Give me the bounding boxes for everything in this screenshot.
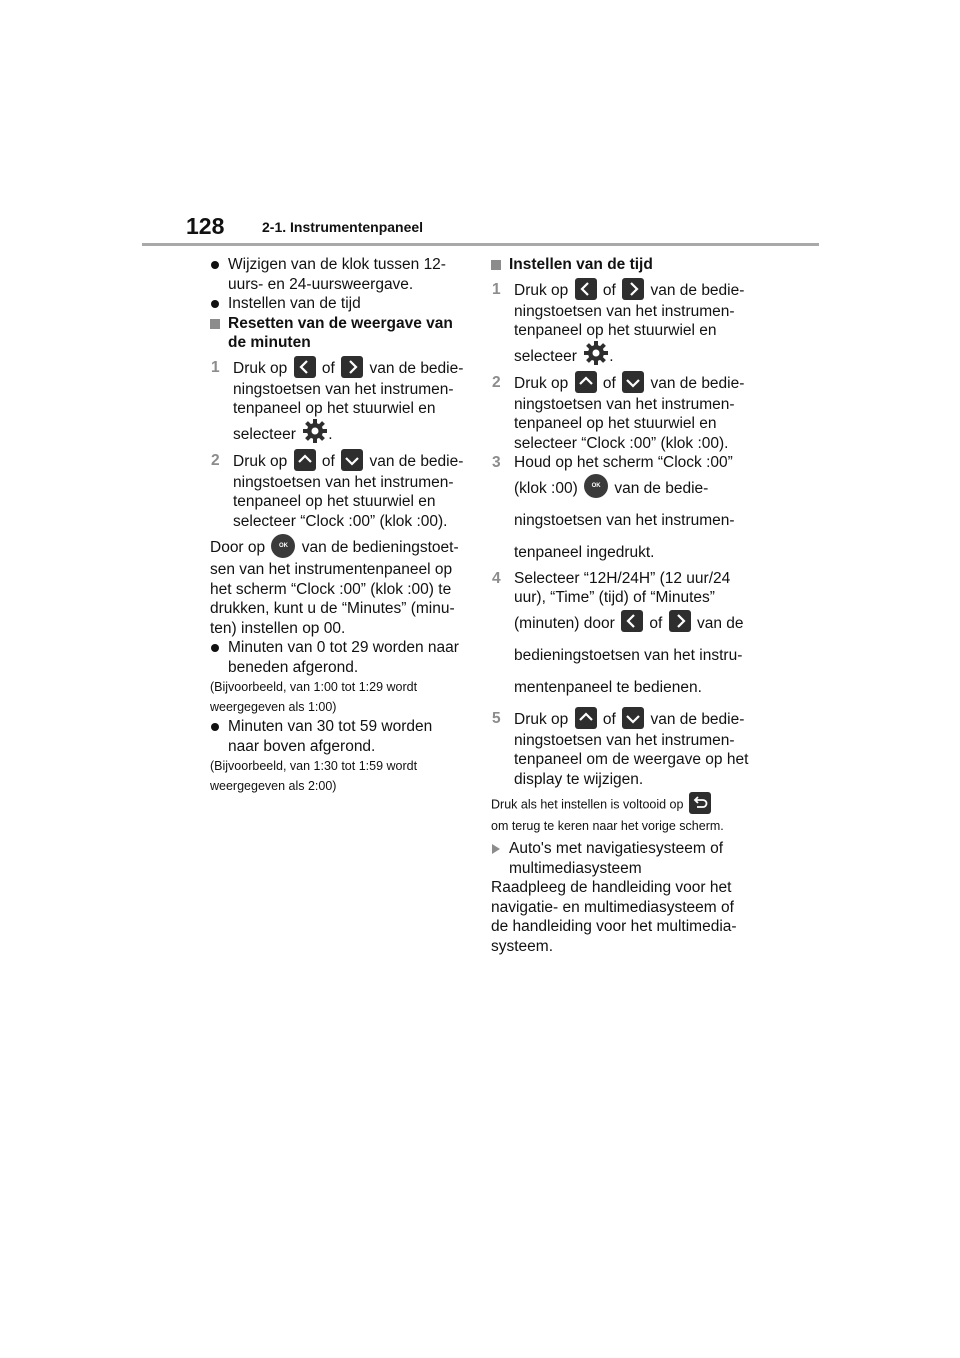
arrow-bullet-icon <box>492 844 500 854</box>
step-item: 5 Druk op of van de bedieningstoetsen van het instrumentenpaneel om de weergave op het display te wijzigen. <box>491 709 753 790</box>
note-text: (Bijvoorbeeld, van 1:00 tot 1:29 wordt weergegeven als 1:00) <box>210 680 418 714</box>
chevron-up-icon <box>575 707 597 729</box>
back-icon <box>689 792 711 814</box>
bullet-dot-icon <box>211 300 219 308</box>
gear-icon <box>302 418 328 444</box>
bullet-dot-icon <box>211 723 219 731</box>
chevron-down-icon <box>341 449 363 471</box>
right-column <box>491 255 753 956</box>
step-item: 3 Houd op het scherm “Clock :00” (klok :00) OK van de bedieningstoetsen van het instrumentenpaneel ingedrukt. <box>492 454 735 561</box>
square-bullet-icon <box>210 319 220 329</box>
step-item: 1 Druk op of van de bedieningstoetsen van het instrumentenpaneel op het stuurwiel en selecteer . <box>210 358 466 451</box>
ok-button-icon: OK <box>584 474 608 498</box>
bullet-item: Instellen van de tijd <box>210 294 466 314</box>
chevron-down-icon <box>622 707 644 729</box>
chevron-right-icon <box>669 610 691 632</box>
chevron-up-icon <box>575 371 597 393</box>
page-number: 128 <box>186 213 225 239</box>
step-item: 2 Druk op of van de bedieningstoetsen van het instrumentenpaneel op het stuurwiel en selecteer “Clock :00” (klok :00). <box>210 451 466 532</box>
square-bullet-icon <box>491 260 501 270</box>
bullet-item: Minuten van 30 tot 59 worden naar boven afgerond. <box>210 717 466 756</box>
subsection-heading: Resetten van de weergave van de minuten <box>210 314 466 353</box>
header-rule <box>142 243 819 246</box>
paragraph: Raadpleeg de handleiding voor het navigatie- en multimediasysteem of de handleiding voor het multimediasysteem. <box>491 879 737 955</box>
chevron-left-icon <box>621 610 643 632</box>
chevron-right-icon <box>622 278 644 300</box>
paragraph: Door op OK van de bedieningstoetsen van het instrumentenpaneel op het scherm “Clock :00” (klok :00) te drukken, kunt u de “Minutes” (minuten) instellen op 00. <box>210 536 466 638</box>
subsection-heading: Instellen van de tijd <box>491 255 753 275</box>
step-item: 1 Druk op of van de bedieningstoetsen van het instrumentenpaneel op het stuurwiel en selecteer . <box>491 280 753 373</box>
step-item: 4 Selecteer “12H/24H” (12 uur/24 uur), “Time” (tijd) of “Minutes” (minuten) door of van de bedieningstoetsen van het instrumentenpaneel te bedienen. <box>492 569 744 696</box>
note-text: (Bijvoorbeeld, van 1:30 tot 1:59 wordt weergegeven als 2:00) <box>210 759 418 793</box>
bullet-item: Minuten van 0 tot 29 worden naar beneden afgerond. <box>210 638 466 677</box>
section-title: 2-1. Instrumentenpaneel <box>262 219 424 235</box>
page-header <box>0 0 960 250</box>
chevron-up-icon <box>294 449 316 471</box>
step-item: 2 Druk op of van de bedieningstoetsen van het instrumentenpaneel op het stuurwiel en selecteer “Clock :00” (klok :00). <box>491 373 753 454</box>
chevron-left-icon <box>575 278 597 300</box>
chevron-left-icon <box>294 356 316 378</box>
ok-button-icon: OK <box>271 534 295 558</box>
arrow-list-item: Auto's met navigatiesysteem of multimediasysteem <box>491 839 753 878</box>
left-column <box>210 255 466 796</box>
note-text: Druk als het instellen is voltooid op om terug te keren naar het vorige scherm. <box>491 794 753 836</box>
bullet-dot-icon <box>211 644 219 652</box>
chevron-down-icon <box>622 371 644 393</box>
gear-icon <box>583 340 609 366</box>
chevron-right-icon <box>341 356 363 378</box>
bullet-item: Wijzigen van de klok tussen 12-uurs- en 24-uursweergave. <box>210 255 466 294</box>
bullet-dot-icon <box>211 261 219 269</box>
